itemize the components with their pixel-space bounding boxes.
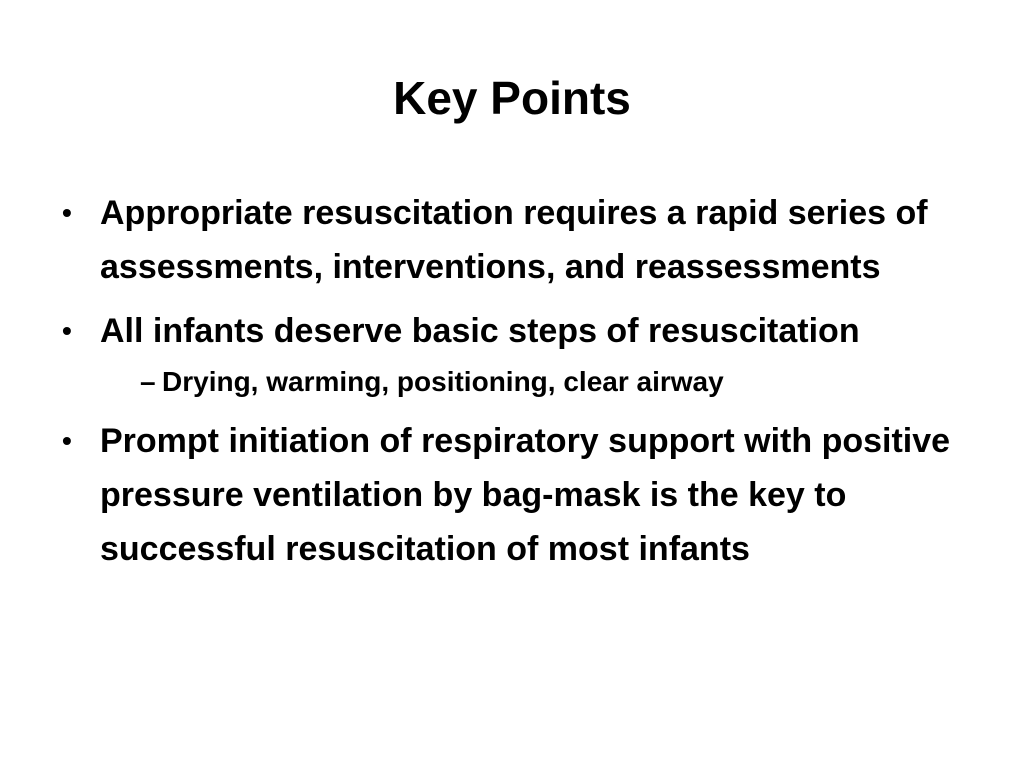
bullet-marker: • — [62, 197, 72, 228]
slide-title: Key Points — [393, 72, 631, 124]
bullet-marker: • — [62, 315, 72, 346]
sub-bullet-text: Drying, warming, positioning, clear airway — [162, 366, 724, 397]
bullet-item — [56, 304, 976, 404]
sub-bullet-item — [120, 360, 976, 404]
bullet-item — [56, 186, 976, 294]
sub-bullet-marker: – — [140, 366, 156, 397]
bullet-list — [56, 186, 976, 586]
bullet-marker: • — [62, 425, 72, 456]
sub-bullet-list — [100, 360, 976, 404]
bullet-text: Prompt initiation of respiratory support with positive pressure ventilation by bag-mask is the key to successful resuscitation of most infants — [100, 422, 951, 568]
bullet-text: All infants deserve basic steps of resuscitation — [100, 312, 860, 350]
bullet-item — [56, 414, 976, 576]
bullet-text: Appropriate resuscitation requires a rapid series of assessments, interventions, and reassessments — [100, 194, 928, 286]
